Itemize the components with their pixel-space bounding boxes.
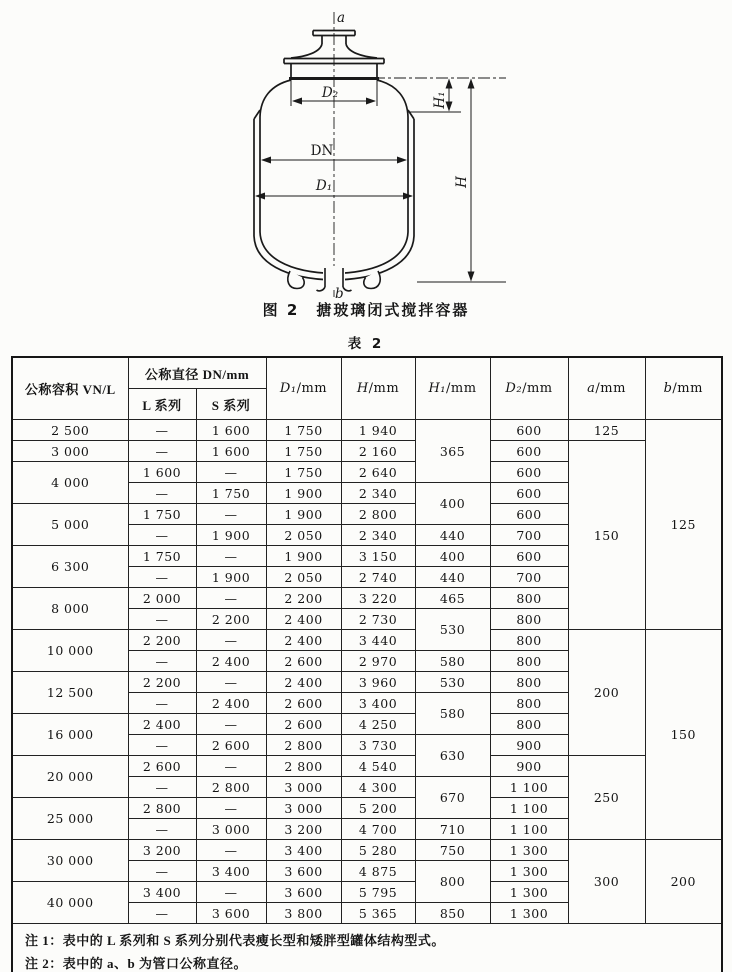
cell-s: 1 900 — [196, 567, 266, 588]
cell-d1: 1 750 — [266, 441, 341, 462]
cell-s: — — [196, 462, 266, 483]
cell-s: 1 750 — [196, 483, 266, 504]
cell-h: 4 875 — [341, 861, 415, 882]
cell-s: — — [196, 840, 266, 861]
cell-s: — — [196, 798, 266, 819]
col-header-h-unit: /mm — [368, 381, 400, 396]
cell-a: 125 — [568, 420, 645, 441]
cell-h1: 800 — [415, 861, 490, 903]
cell-s: — — [196, 756, 266, 777]
cell-s: — — [196, 546, 266, 567]
cell-d2: 900 — [490, 735, 568, 756]
cell-vn: 12 500 — [12, 672, 128, 714]
cell-d2: 1 300 — [490, 861, 568, 882]
cell-h1: 580 — [415, 693, 490, 735]
col-header-a-unit: /mm — [595, 381, 626, 396]
cell-vn: 6 300 — [12, 546, 128, 588]
cell-d2: 800 — [490, 651, 568, 672]
cell-l: 3 200 — [128, 840, 196, 861]
col-header-d2-unit: /mm — [522, 381, 553, 396]
cell-b: 125 — [645, 420, 722, 630]
col-header-d1-symbol: D₁ — [279, 381, 297, 396]
cell-l: — — [128, 525, 196, 546]
cell-h: 4 700 — [341, 819, 415, 840]
cell-s: 2 200 — [196, 609, 266, 630]
cell-s: 2 800 — [196, 777, 266, 798]
cell-h1: 400 — [415, 483, 490, 525]
cell-d1: 2 200 — [266, 588, 341, 609]
col-header-l-series: L 系列 — [128, 389, 196, 420]
cell-h: 4 250 — [341, 714, 415, 735]
cell-d1: 1 750 — [266, 462, 341, 483]
col-header-vn: 公称容积 VN/L — [12, 357, 128, 420]
cell-d2: 700 — [490, 525, 568, 546]
cell-d2: 900 — [490, 756, 568, 777]
col-header-h-symbol: H — [356, 381, 369, 396]
cell-d2: 800 — [490, 714, 568, 735]
cell-vn: 5 000 — [12, 504, 128, 546]
col-header-s-series: S 系列 — [196, 389, 266, 420]
cell-h: 5 365 — [341, 903, 415, 924]
cell-l: — — [128, 903, 196, 924]
cell-l: — — [128, 819, 196, 840]
cell-a: 250 — [568, 756, 645, 840]
cell-d1: 2 600 — [266, 714, 341, 735]
spec-row — [12, 420, 722, 441]
cell-d1: 3 000 — [266, 777, 341, 798]
label-d1: D₁ — [315, 178, 333, 194]
col-header-b — [645, 357, 722, 420]
col-header-d2-symbol: D₂ — [505, 381, 523, 396]
cell-l: — — [128, 693, 196, 714]
cell-h1: 670 — [415, 777, 490, 819]
cell-d1: 2 600 — [266, 693, 341, 714]
cell-d2: 600 — [490, 483, 568, 504]
spec-row — [12, 441, 722, 462]
cell-h1: 850 — [415, 903, 490, 924]
cell-d2: 800 — [490, 693, 568, 714]
col-header-b-symbol: b — [663, 381, 673, 396]
cell-h1: 440 — [415, 567, 490, 588]
col-header-h1 — [415, 357, 490, 420]
cell-s: 1 900 — [196, 525, 266, 546]
note-2: 注 2：表中的 a、b 为管口公称直径。 — [25, 956, 247, 971]
cell-d2: 1 100 — [490, 777, 568, 798]
cell-s: — — [196, 504, 266, 525]
cell-vn: 4 000 — [12, 462, 128, 504]
cell-d2: 600 — [490, 504, 568, 525]
cell-l: 1 750 — [128, 504, 196, 525]
cell-h: 2 740 — [341, 567, 415, 588]
cell-l: — — [128, 567, 196, 588]
vessel-diagram — [0, 0, 732, 310]
cell-d2: 600 — [490, 462, 568, 483]
cell-h: 4 540 — [341, 756, 415, 777]
cell-l: 2 000 — [128, 588, 196, 609]
cell-h1: 580 — [415, 651, 490, 672]
cell-s: — — [196, 882, 266, 903]
cell-h: 5 795 — [341, 882, 415, 903]
cell-d1: 3 000 — [266, 798, 341, 819]
cell-d1: 2 400 — [266, 609, 341, 630]
col-header-d1 — [266, 357, 341, 420]
cell-l: — — [128, 861, 196, 882]
cell-l: 1 750 — [128, 546, 196, 567]
cell-a: 300 — [568, 840, 645, 924]
col-header-d1-unit: /mm — [296, 381, 328, 396]
cell-vn: 2 500 — [12, 420, 128, 441]
cell-h1: 465 — [415, 588, 490, 609]
cell-h: 3 960 — [341, 672, 415, 693]
cell-d2: 800 — [490, 588, 568, 609]
cell-s: 2 600 — [196, 735, 266, 756]
label-d2: D₂ — [321, 85, 339, 101]
cell-s: 2 400 — [196, 651, 266, 672]
cell-s: — — [196, 714, 266, 735]
cell-s: 2 400 — [196, 693, 266, 714]
table-footer — [12, 924, 722, 972]
cell-d1: 2 800 — [266, 756, 341, 777]
cell-d1: 3 600 — [266, 861, 341, 882]
cell-h: 2 160 — [341, 441, 415, 462]
cell-d1: 2 050 — [266, 567, 341, 588]
cell-s: 1 600 — [196, 441, 266, 462]
table-title: 表 2 — [347, 336, 385, 352]
cell-d1: 2 050 — [266, 525, 341, 546]
cell-d2: 1 100 — [490, 798, 568, 819]
cell-vn: 10 000 — [12, 630, 128, 672]
cell-h: 3 150 — [341, 546, 415, 567]
notes-cell — [12, 924, 722, 972]
cell-d2: 700 — [490, 567, 568, 588]
cell-d1: 2 600 — [266, 651, 341, 672]
cell-d2: 800 — [490, 630, 568, 651]
cell-h1: 440 — [415, 525, 490, 546]
col-header-h1-symbol: H₁ — [428, 381, 447, 396]
cell-d2: 1 300 — [490, 903, 568, 924]
label-b: b — [335, 286, 344, 302]
cell-l: 2 200 — [128, 672, 196, 693]
cell-h: 4 300 — [341, 777, 415, 798]
cell-b: 150 — [645, 630, 722, 840]
label-a: a — [337, 10, 346, 26]
cell-h: 2 340 — [341, 483, 415, 504]
cell-a: 150 — [568, 441, 645, 630]
cell-l: — — [128, 483, 196, 504]
cell-d2: 600 — [490, 441, 568, 462]
cell-s: — — [196, 630, 266, 651]
cell-d1: 2 800 — [266, 735, 341, 756]
table-header — [12, 357, 722, 420]
cell-h: 2 640 — [341, 462, 415, 483]
cell-d2: 800 — [490, 609, 568, 630]
cell-vn: 16 000 — [12, 714, 128, 756]
table-body — [12, 420, 722, 924]
col-header-b-unit: /mm — [672, 381, 703, 396]
cell-l: — — [128, 441, 196, 462]
cell-d2: 1 300 — [490, 882, 568, 903]
col-header-h — [341, 357, 415, 420]
label-h: H — [454, 176, 470, 188]
cell-h1: 400 — [415, 546, 490, 567]
cell-h: 3 400 — [341, 693, 415, 714]
cell-h: 5 200 — [341, 798, 415, 819]
cell-h1: 750 — [415, 840, 490, 861]
cell-d1: 1 900 — [266, 483, 341, 504]
cell-l: 2 400 — [128, 714, 196, 735]
cell-vn: 25 000 — [12, 798, 128, 840]
cell-s: 1 600 — [196, 420, 266, 441]
cell-l: — — [128, 777, 196, 798]
cell-h: 1 940 — [341, 420, 415, 441]
cell-d1: 2 400 — [266, 630, 341, 651]
cell-h: 2 800 — [341, 504, 415, 525]
cell-h1: 365 — [415, 420, 490, 483]
note-1: 注 1：表中的 L 系列和 S 系列分别代表瘦长型和矮胖型罐体结构型式。 — [25, 933, 445, 948]
cell-vn: 20 000 — [12, 756, 128, 798]
cell-vn: 3 000 — [12, 441, 128, 462]
cell-s: — — [196, 672, 266, 693]
cell-l: 2 600 — [128, 756, 196, 777]
cell-d2: 600 — [490, 420, 568, 441]
cell-l: — — [128, 651, 196, 672]
cell-d1: 3 200 — [266, 819, 341, 840]
cell-s: 3 000 — [196, 819, 266, 840]
cell-d2: 800 — [490, 672, 568, 693]
figure-caption: 图 2 搪玻璃闭式搅拌容器 — [262, 301, 470, 319]
cell-h1: 710 — [415, 819, 490, 840]
cell-d1: 3 400 — [266, 840, 341, 861]
spec-table — [11, 356, 723, 972]
cell-h1: 530 — [415, 672, 490, 693]
spec-row — [12, 630, 722, 651]
cell-l: — — [128, 420, 196, 441]
cell-s: — — [196, 588, 266, 609]
cell-h: 2 970 — [341, 651, 415, 672]
cell-h: 2 340 — [341, 525, 415, 546]
label-dn: DN — [310, 143, 334, 159]
label-h1: H₁ — [432, 91, 448, 109]
cell-h1: 630 — [415, 735, 490, 777]
col-header-a-symbol: a — [587, 381, 596, 396]
spec-row — [12, 756, 722, 777]
cell-l: — — [128, 609, 196, 630]
cell-d1: 1 750 — [266, 420, 341, 441]
cell-l: 3 400 — [128, 882, 196, 903]
cell-d1: 2 400 — [266, 672, 341, 693]
col-header-a — [568, 357, 645, 420]
cell-d2: 1 100 — [490, 819, 568, 840]
cell-vn: 40 000 — [12, 882, 128, 924]
cell-vn: 8 000 — [12, 588, 128, 630]
cell-h: 5 280 — [341, 840, 415, 861]
col-header-d2 — [490, 357, 568, 420]
cell-a: 200 — [568, 630, 645, 756]
col-header-h1-unit: /mm — [446, 381, 477, 396]
cell-b: 200 — [645, 840, 722, 924]
cell-d1: 1 900 — [266, 546, 341, 567]
cell-d2: 600 — [490, 546, 568, 567]
col-header-dn-group: 公称直径 DN/mm — [128, 357, 266, 389]
cell-h: 3 220 — [341, 588, 415, 609]
cell-l: 2 200 — [128, 630, 196, 651]
cell-s: 3 600 — [196, 903, 266, 924]
cell-h: 3 440 — [341, 630, 415, 651]
cell-l: 2 800 — [128, 798, 196, 819]
cell-vn: 30 000 — [12, 840, 128, 882]
cell-h1: 530 — [415, 609, 490, 651]
cell-l: 1 600 — [128, 462, 196, 483]
spec-row — [12, 840, 722, 861]
cell-d1: 1 900 — [266, 504, 341, 525]
cell-h: 2 730 — [341, 609, 415, 630]
cell-d1: 3 800 — [266, 903, 341, 924]
cell-h: 3 730 — [341, 735, 415, 756]
cell-l: — — [128, 735, 196, 756]
cell-d2: 1 300 — [490, 840, 568, 861]
cell-d1: 3 600 — [266, 882, 341, 903]
cell-s: 3 400 — [196, 861, 266, 882]
